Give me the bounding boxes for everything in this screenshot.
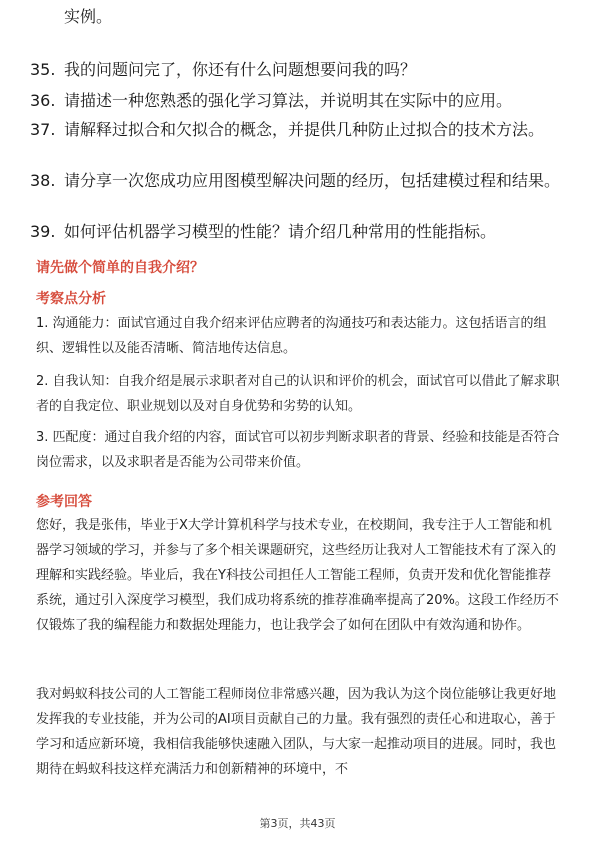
question-item <box>30 117 560 142</box>
analysis-point: 1. 沟通能力：面试官通过自我介绍来评估应聘者的沟通技巧和表达能力。这包括语言的组织、逻辑性以及能否清晰、简洁地传达信息。 <box>36 316 547 356</box>
section-question-heading: 请先做个简单的自我介绍？ <box>36 260 204 276</box>
question-text: 请描述一种您熟悉的强化学习算法，并说明其在实际中的应用。 <box>64 91 513 110</box>
question-number: 38. <box>30 171 56 190</box>
page-footer: 第3页，共43页 <box>259 817 336 830</box>
question-number: 39. <box>30 222 56 241</box>
analysis-heading: 考察点分析 <box>36 291 106 307</box>
answer-paragraph: 您好，我是张伟，毕业于X大学计算机科学与技术专业，在校期间，我专注于人工智能和机器学习领域的学习，并参与了多个相关课题研究，这些经历让我对人工智能技术有了深入的理解和实践经验。毕业后，我在Y科技公司担任人工智能工程师，负责开发和优化智能推荐系统，通过引入深度学习模型，我们成功将系统的推荐准确率提高了20%。这段工作经历不仅锻炼了我的编程能力和数据处理能力，也让我学会了如何在团队中有效沟通和协作。 <box>36 518 559 633</box>
question-number: 36. <box>30 91 56 110</box>
answer-paragraph: 我对蚂蚁科技公司的人工智能工程师岗位非常感兴趣，因为我认为这个岗位能够让我更好地发挥我的专业技能，并为公司的AI项目贡献自己的力量。我有强烈的责任心和进取心，善于学习和适应新环境，我相信我能够快速融入团队，与大家一起推动项目的进展。同时，我也期待在蚂蚁科技这样充满活力和创新精神的环境中，不 <box>36 687 557 777</box>
answer-heading: 参考回答 <box>36 494 92 510</box>
question-text: 请分享一次您成功应用图模型解决问题的经历，包括建模过程和结果。 <box>64 171 561 190</box>
question-item <box>30 168 560 193</box>
question-number: 35. <box>30 60 56 79</box>
analysis-point: 2. 自我认知：自我介绍是展示求职者对自己的认识和评价的机会，面试官可以借此了解求职者的自我定位、职业规划以及对自身优势和劣势的认知。 <box>36 374 560 414</box>
analysis-point: 3. 匹配度：通过自我介绍的内容，面试官可以初步判断求职者的背景、经验和技能是否符合岗位需求，以及求职者是否能为公司带来价值。 <box>36 430 560 470</box>
question-item <box>30 57 560 82</box>
question-number: 37. <box>30 120 56 139</box>
question-text: 我的问题问完了，你还有什么问题想要问我的吗？ <box>64 60 417 79</box>
question-item <box>30 88 560 113</box>
question-text: 如何评估机器学习模型的性能？请介绍几种常用的性能指标。 <box>64 222 497 241</box>
question-text: 请解释过拟合和欠拟合的概念，并提供几种防止过拟合的技术方法。 <box>64 120 545 139</box>
continuation-text: 实例。 <box>64 7 113 26</box>
question-item <box>30 219 560 244</box>
